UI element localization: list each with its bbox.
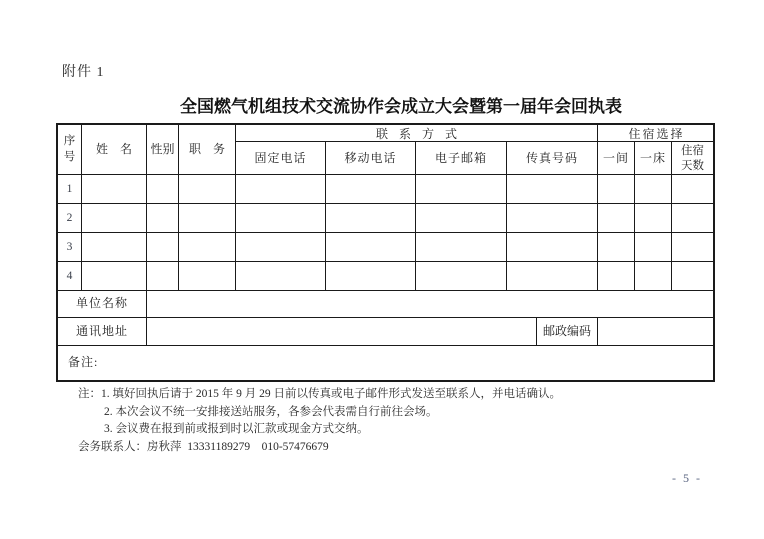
single-room-cell	[598, 262, 635, 290]
remarks-label: 备注:	[68, 355, 99, 370]
note-2: 2. 本次会议不统一安排接送站服务，各参会代表需自行前往会场。	[104, 405, 438, 418]
position-cell	[179, 204, 236, 232]
lodging-days-cell	[672, 262, 713, 290]
email-cell	[416, 204, 507, 232]
fax-cell	[507, 175, 598, 203]
single-bed-cell	[635, 262, 672, 290]
col-header-email: 电子邮箱	[416, 142, 507, 175]
fax-cell	[507, 262, 598, 290]
gender-cell	[147, 175, 179, 203]
page-title: 全国燃气机组技术交流协作会成立大会暨第一届年会回执表	[180, 97, 622, 116]
single-bed-cell	[635, 204, 672, 232]
table-row	[58, 175, 713, 204]
col-header-single-bed: 一床	[635, 142, 672, 175]
col-header-position: 职 务	[179, 125, 236, 175]
unit-name-value-cell	[147, 291, 713, 317]
reply-form-table	[56, 123, 715, 382]
col-header-lodging-days: 住宿天数	[681, 145, 704, 172]
gender-cell	[147, 262, 179, 290]
fax-cell	[507, 204, 598, 232]
postcode-value-cell	[598, 318, 713, 345]
col-group-contact: 联系方式	[236, 125, 598, 142]
row-number: 4	[58, 262, 82, 290]
mobile-phone-cell	[326, 204, 416, 232]
table-header-row	[58, 125, 713, 175]
row-number: 3	[58, 233, 82, 261]
fixed-phone-cell	[236, 233, 326, 261]
footnotes	[78, 386, 734, 456]
single-room-cell	[598, 175, 635, 203]
name-cell	[82, 175, 147, 203]
single-bed-cell	[635, 233, 672, 261]
mobile-phone-cell	[326, 175, 416, 203]
unit-name-label: 单位名称	[58, 291, 147, 317]
mobile-phone-cell	[326, 262, 416, 290]
unit-name-row	[58, 291, 713, 318]
col-group-lodging: 住宿选择	[598, 125, 713, 142]
col-header-single-room: 一间	[598, 142, 635, 175]
fax-cell	[507, 233, 598, 261]
position-cell	[179, 233, 236, 261]
fixed-phone-cell	[236, 204, 326, 232]
lodging-days-cell	[672, 204, 713, 232]
row-number: 1	[58, 175, 82, 203]
email-cell	[416, 262, 507, 290]
lodging-days-cell	[672, 233, 713, 261]
col-header-gender: 性别	[147, 125, 179, 175]
single-room-cell	[598, 204, 635, 232]
postcode-label: 邮政编码	[537, 318, 598, 345]
page-number: - 5 -	[672, 471, 702, 485]
email-cell	[416, 233, 507, 261]
lodging-header-group	[598, 125, 713, 174]
table-row	[58, 204, 713, 233]
contact-header-group	[236, 125, 598, 174]
address-value-cell	[147, 318, 537, 345]
table-row	[58, 233, 713, 262]
table-row	[58, 262, 713, 291]
col-header-fixed-phone: 固定电话	[236, 142, 326, 175]
col-header-name: 姓 名	[82, 125, 147, 175]
mobile-phone-cell	[326, 233, 416, 261]
single-room-cell	[598, 233, 635, 261]
note-1: 注：1. 填好回执后请于 2015 年 9 月 29 日前以传真或电子邮件形式发送至联系人，并电话确认。	[78, 388, 561, 400]
fixed-phone-cell	[236, 262, 326, 290]
lodging-days-cell	[672, 175, 713, 203]
attachment-label: 附件 1	[62, 65, 105, 80]
address-row	[58, 318, 713, 346]
col-header-mobile-phone: 移动电话	[326, 142, 416, 175]
col-header-seq: 序号	[58, 125, 82, 175]
name-cell	[82, 262, 147, 290]
address-label: 通讯地址	[58, 318, 147, 345]
contact-line: 会务联系人：房秋萍 13331189279 010-57476679	[78, 440, 329, 453]
gender-cell	[147, 233, 179, 261]
note-3: 3. 会议费在报到前或报到时以汇款或现金方式交纳。	[104, 423, 369, 435]
remarks-row	[58, 346, 713, 380]
name-cell	[82, 233, 147, 261]
col-header-fax: 传真号码	[507, 142, 598, 175]
single-bed-cell	[635, 175, 672, 203]
position-cell	[179, 262, 236, 290]
position-cell	[179, 175, 236, 203]
gender-cell	[147, 204, 179, 232]
fixed-phone-cell	[236, 175, 326, 203]
email-cell	[416, 175, 507, 203]
row-number: 2	[58, 204, 82, 232]
name-cell	[82, 204, 147, 232]
